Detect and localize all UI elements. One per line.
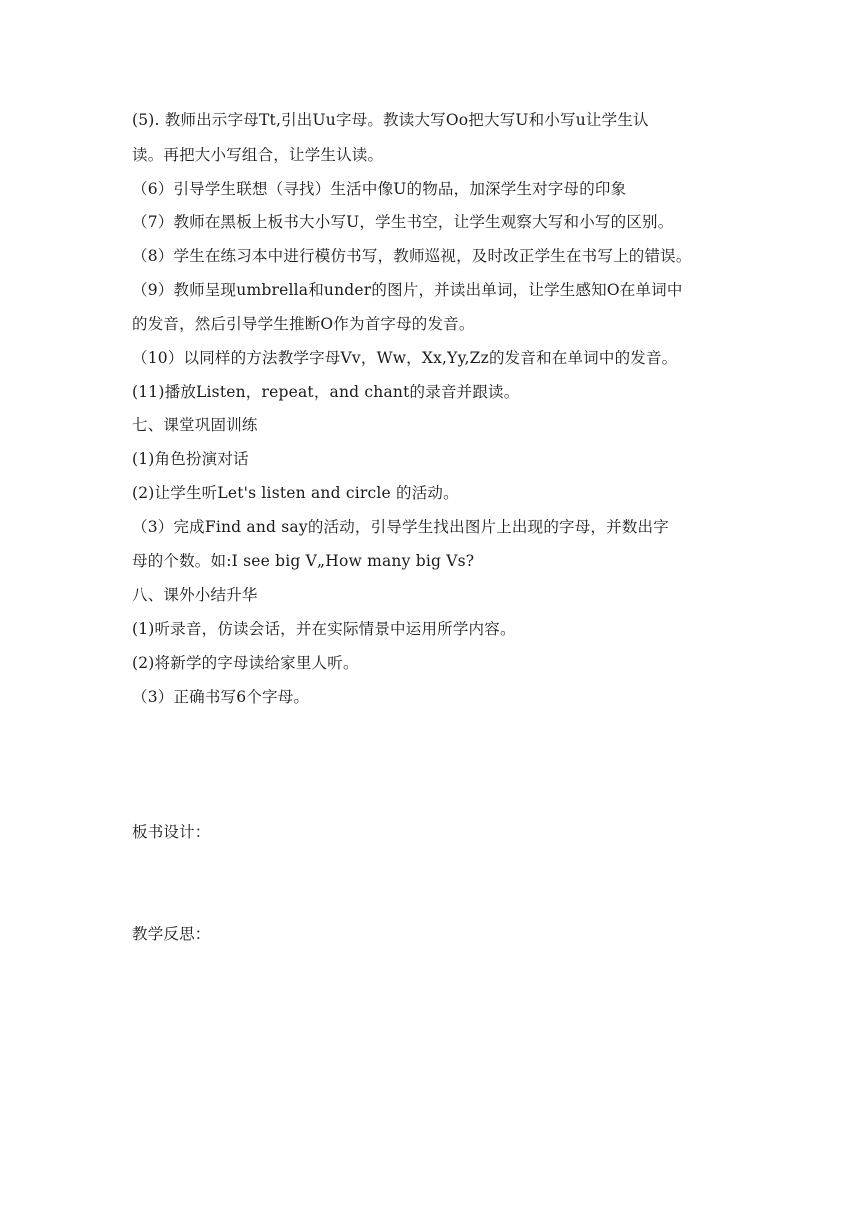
text-line-step-10: （10）以同样的方法教学字母Vv，Ww，Xx,Yy,Zz的发音和在单词中的发音。 [132,349,678,367]
text-line-practice-3-cont: 母的个数。如:I see big V„How many big Vs? [132,552,475,570]
text-line-step-6: （6）引导学生联想（寻找）生活中像U的物品，加深学生对字母的印象 [132,180,627,198]
teaching-reflection-label: 教学反思： [132,925,211,943]
text-line-step-5: (5). 教师出示字母Tt,引出Uu字母。教读大写Oo把大写U和小写u让学生认 [132,111,649,129]
section-heading-8: 八、课外小结升华 [132,586,258,604]
text-line-practice-3: （3）完成Find and say的活动，引导学生找出图片上出现的字母，并数出字 [132,518,669,536]
text-line-practice-2: (2)让学生听Let's listen and circle 的活动。 [132,484,459,502]
text-line-step-9: （9）教师呈现umbrella和under的图片，并读出单词，让学生感知O在单词中 [132,281,683,299]
text-line-practice-1: (1)角色扮演对话 [132,450,249,468]
board-design-label: 板书设计： [132,823,211,841]
text-line-homework-2: (2)将新学的字母读给家里人听。 [132,654,359,672]
text-line-homework-1: (1)听录音，仿读会话，并在实际情景中运用所学内容。 [132,620,516,638]
text-line-step-8: （8）学生在练习本中进行模仿书写，教师巡视，及时改正学生在书写上的错误。 [132,247,692,265]
text-line-step-9-cont: 的发音，然后引导学生推断O作为首字母的发音。 [132,315,475,333]
text-line-step-7: （7）教师在黑板上板书大小写U，学生书空，让学生观察大写和小写的区别。 [132,213,674,231]
text-line-step-11: (11)播放Listen，repeat，and chant的录音并跟读。 [132,383,520,401]
text-line-homework-3: （3）正确书写6个字母。 [132,688,310,706]
text-line-step-5-cont: 读。再把大小写组合，让学生认读。 [132,146,384,164]
section-heading-7: 七、课堂巩固训练 [132,416,258,434]
